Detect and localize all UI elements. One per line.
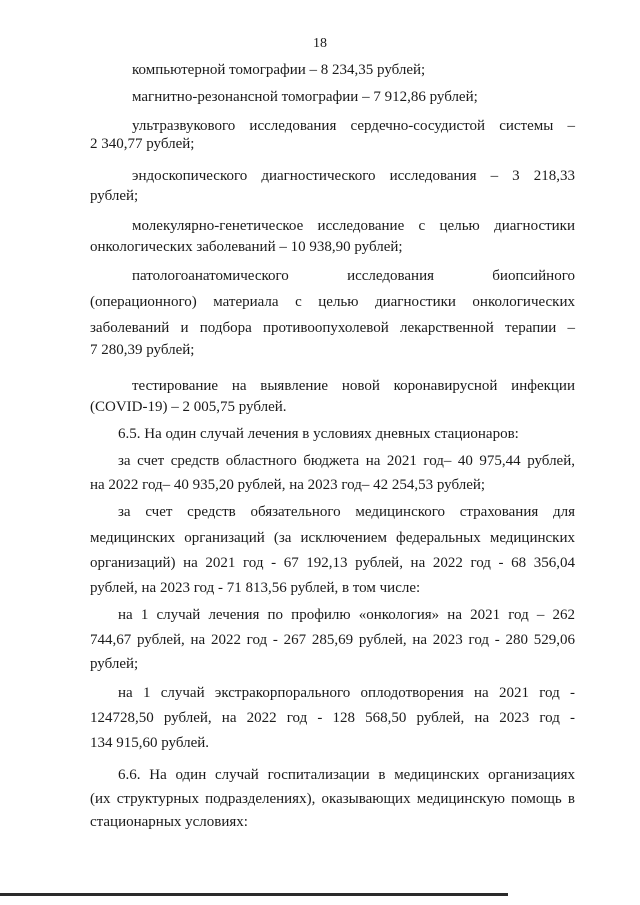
text-line: тестирование на выявление новой коронавирусной инфекции: [132, 378, 575, 394]
text-line: компьютерной томографии – 8 234,35 рублей;: [132, 62, 426, 78]
page-number: 18: [313, 36, 327, 51]
text-line: патологоанатомического исследования биопсийного: [132, 268, 575, 284]
text-line: за счет средств областного бюджета на 2021 год– 40 975,44 рублей,: [118, 453, 575, 469]
text-line: за счет средств обязательного медицинского страхования для: [118, 504, 575, 520]
text-line: 2 340,77 рублей;: [90, 136, 195, 152]
text-line: молекулярно-генетическое исследование с целью диагностики: [132, 218, 575, 234]
text-line: стационарных условиях:: [90, 814, 248, 830]
section-heading: 6.6. На один случай госпитализации в медицинских организациях: [118, 767, 575, 783]
bottom-scan-border: [0, 893, 508, 896]
text-line: 744,67 рублей, на 2022 год - 267 285,69 рублей, на 2023 год - 280 529,06: [90, 632, 575, 648]
text-line: на 2022 год– 40 935,20 рублей, на 2023 год– 42 254,53 рублей;: [90, 477, 486, 493]
text-line: заболеваний и подбора противоопухолевой лекарственной терапии –: [90, 320, 575, 336]
text-line: (их структурных подразделениях), оказывающих медицинскую помощь в: [90, 791, 575, 807]
text-line: ультразвукового исследования сердечно-сосудистой системы –: [132, 118, 575, 134]
section-heading: 6.5. На один случай лечения в условиях дневных стационаров:: [118, 426, 519, 442]
text-line: организаций) на 2021 год - 67 192,13 рублей, на 2022 год - 68 356,04: [90, 555, 575, 571]
text-line: медицинских организаций (за исключением федеральных медицинских: [90, 530, 575, 546]
text-line: рублей;: [90, 188, 139, 204]
text-line: магнитно-резонансной томографии – 7 912,86 рублей;: [132, 89, 478, 105]
text-line: 134 915,60 рублей.: [90, 735, 210, 751]
text-line: (операционного) материала с целью диагностики онкологических: [90, 294, 575, 310]
text-line: 124728,50 рублей, на 2022 год - 128 568,50 рублей, на 2023 год -: [90, 710, 575, 726]
text-line: эндоскопического диагностического исследования – 3 218,33: [132, 168, 575, 184]
text-line: (COVID-19) – 2 005,75 рублей.: [90, 399, 287, 415]
text-line: онкологических заболеваний – 10 938,90 рублей;: [90, 239, 403, 255]
text-line: 7 280,39 рублей;: [90, 342, 195, 358]
text-line: рублей, на 2023 год - 71 813,56 рублей, в том числе:: [90, 580, 421, 596]
text-line: на 1 случай экстракорпорального оплодотворения на 2021 год -: [118, 685, 575, 701]
text-line: на 1 случай лечения по профилю «онкология» на 2021 год – 262: [118, 607, 575, 623]
text-line: рублей;: [90, 656, 139, 672]
